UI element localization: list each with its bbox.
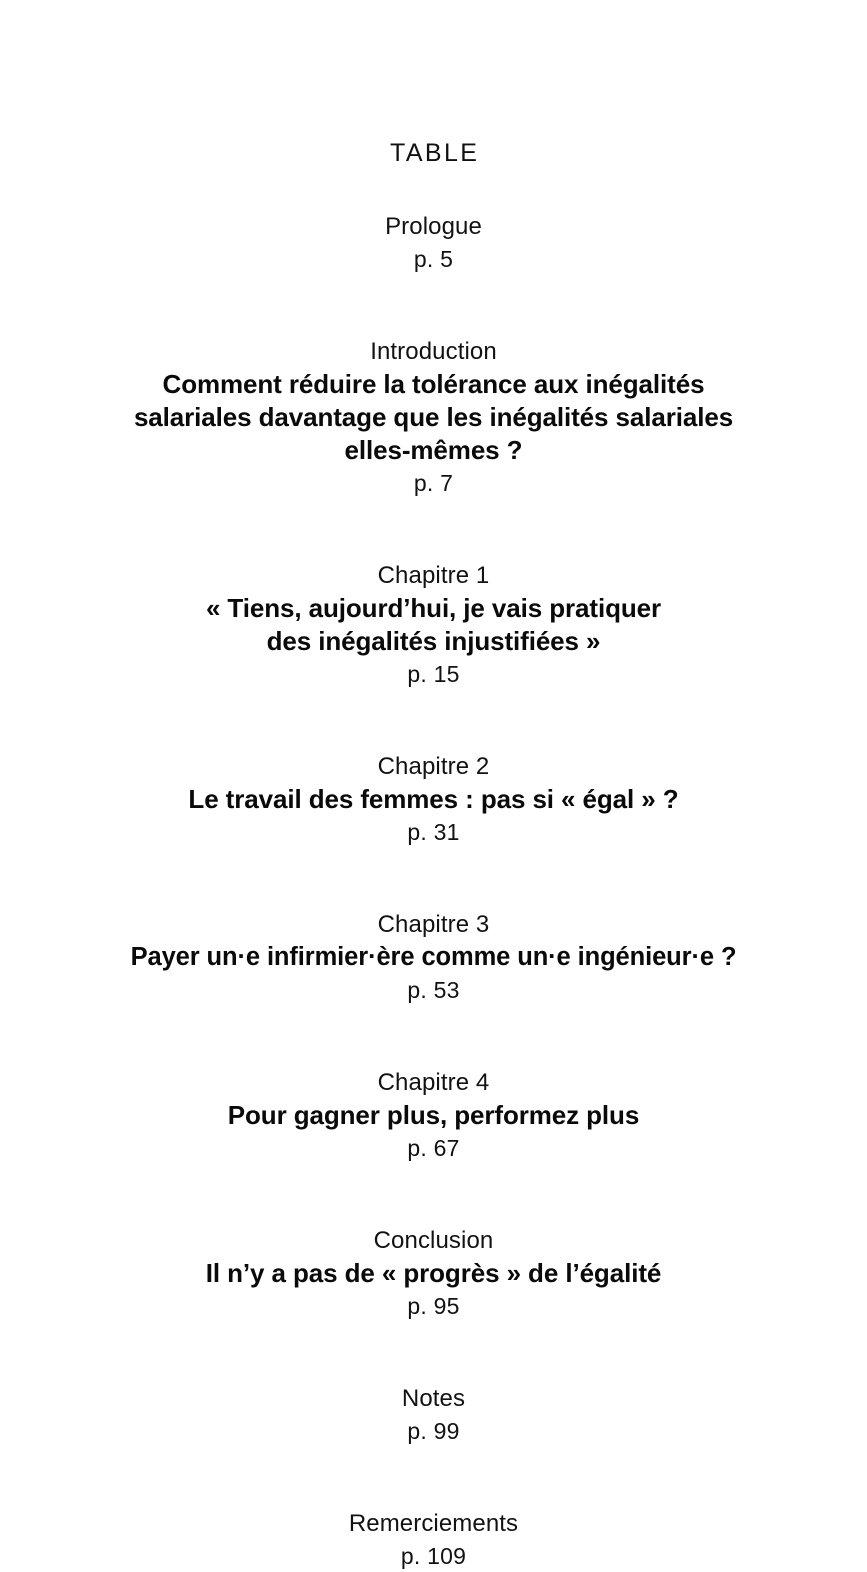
toc-entry-page-number: p. 5 xyxy=(413,246,454,272)
toc-entry-list xyxy=(0,210,867,1572)
toc-entry-title xyxy=(114,1099,754,1132)
toc-entry-title-line: salariales davantage que les inégalités salariales xyxy=(133,402,734,432)
toc-entry-label: Conclusion xyxy=(373,1227,494,1254)
toc-entry-notes[interactable] xyxy=(0,1382,867,1447)
toc-entry-label: Chapitre 4 xyxy=(377,1069,490,1096)
toc-entry-conclusion[interactable] xyxy=(0,1224,867,1322)
toc-entry-page-number: p. 95 xyxy=(407,1293,460,1319)
toc-entry-title xyxy=(114,1257,754,1290)
toc-entry-chapitre-3[interactable] xyxy=(0,908,867,1006)
page-title: TABLE xyxy=(390,139,480,167)
toc-entry-label: Chapitre 3 xyxy=(377,911,490,938)
toc-entry-chapitre-4[interactable] xyxy=(0,1066,867,1164)
toc-entry-title-line: Pour gagner plus, performez plus xyxy=(227,1100,640,1130)
toc-entry-title-line: « Tiens, aujourd’hui, je vais pratiquer xyxy=(205,593,662,623)
toc-entry-label: Notes xyxy=(401,1385,466,1412)
toc-entry-title-line: Le travail des femmes : pas si « égal » ? xyxy=(188,784,679,814)
toc-entry-page-number: p. 109 xyxy=(400,1543,467,1569)
toc-entry-page-number: p. 15 xyxy=(407,661,460,687)
toc-entry-remerciements[interactable] xyxy=(0,1507,867,1572)
toc-entry-page-number: p. 99 xyxy=(407,1418,460,1444)
toc-entry-title xyxy=(114,592,754,658)
toc-entry-title-line: des inégalités injustifiées » xyxy=(266,626,601,656)
toc-entry-title-line: Comment réduire la tolérance aux inégalités xyxy=(162,369,705,399)
toc-entry-introduction[interactable] xyxy=(0,335,867,499)
toc-entry-label: Prologue xyxy=(385,213,482,240)
toc-entry-prologue[interactable] xyxy=(0,210,867,275)
toc-entry-label: Chapitre 1 xyxy=(377,562,490,589)
toc-entry-page-number: p. 31 xyxy=(407,819,460,845)
toc-entry-title-line: Payer un·e infirmier·ère comme un·e ingénieur·e ? xyxy=(130,943,737,971)
toc-entry-page-number: p. 7 xyxy=(413,470,454,496)
toc-entry-title xyxy=(104,941,764,974)
toc-entry-title xyxy=(124,368,744,467)
toc-entry-page-number: p. 53 xyxy=(407,977,460,1003)
toc-entry-title-line: Il n’y a pas de « progrès » de l’égalité xyxy=(205,1258,662,1288)
toc-entry-label: Remerciements xyxy=(348,1510,519,1537)
toc-entry-title-line: elles-mêmes ? xyxy=(344,435,523,465)
toc-entry-chapitre-1[interactable] xyxy=(0,559,867,690)
toc-entry-label: Introduction xyxy=(370,338,497,365)
toc-entry-page-number: p. 67 xyxy=(407,1135,460,1161)
toc-entry-chapitre-2[interactable] xyxy=(0,750,867,848)
toc-entry-label: Chapitre 2 xyxy=(377,753,490,780)
toc-entry-title xyxy=(114,783,754,816)
